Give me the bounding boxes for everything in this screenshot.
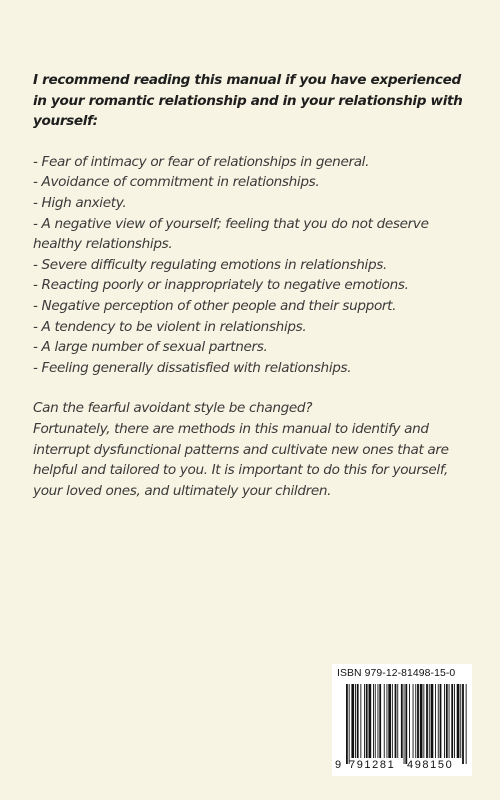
barcode-bar xyxy=(388,684,391,758)
barcode-bar xyxy=(395,684,397,758)
list-item: - Feeling generally dissatisfied with relationships. xyxy=(33,359,352,376)
barcode-digit-first: 9 xyxy=(335,759,342,771)
barcode-bar xyxy=(423,684,424,758)
intro-paragraph: I recommend reading this manual if you have experienced in your romantic relationship and in your relationship with yourself: xyxy=(33,72,463,130)
barcode-bar xyxy=(346,684,348,764)
barcode-bar xyxy=(375,684,376,758)
barcode-bar xyxy=(397,684,398,758)
barcode-bar xyxy=(426,684,428,758)
barcode-bar xyxy=(429,684,430,758)
symptom-list xyxy=(33,152,478,379)
barcode-bar xyxy=(366,684,368,758)
list-item: - A tendency to be violent in relationships. xyxy=(33,318,307,335)
list-item: - A negative view of yourself; feeling that you do not deserve healthy relationships. xyxy=(33,215,429,253)
barcode-bar xyxy=(440,684,442,758)
barcode-bar xyxy=(364,684,365,758)
list-item: - Fear of intimacy or fear of relationships in general. xyxy=(33,153,370,170)
barcode-bar xyxy=(360,684,361,758)
barcode-bar xyxy=(373,684,374,758)
barcode-bar xyxy=(401,684,403,758)
isbn-label: ISBN 979-12-81498-15-0 xyxy=(337,668,456,679)
barcode-bar xyxy=(460,684,461,758)
cover-text xyxy=(33,70,478,501)
barcode-bar xyxy=(392,684,393,758)
barcode-bar xyxy=(351,684,354,758)
barcode-bar xyxy=(404,684,405,764)
barcode-bar xyxy=(449,684,450,758)
barcode-bar xyxy=(446,684,448,758)
barcode-bar xyxy=(466,684,467,764)
list-item: - Avoidance of commitment in relationships. xyxy=(33,174,320,191)
barcode-bar xyxy=(387,684,388,758)
barcode-digits-left: 791281 xyxy=(349,759,396,771)
barcode-bar xyxy=(454,684,455,758)
list-item: - Severe difficulty regulating emotions in relationships. xyxy=(33,256,387,273)
list-item: - Negative perception of other people and their support. xyxy=(33,297,397,314)
list-item: - High anxiety. xyxy=(33,194,127,211)
barcode-digits-right: 498150 xyxy=(407,759,454,771)
barcode-bar xyxy=(378,684,379,758)
isbn-barcode xyxy=(332,664,472,776)
barcode-bar xyxy=(349,684,350,764)
barcode-bar xyxy=(355,684,356,758)
barcode-bar xyxy=(369,684,372,758)
barcode-bar xyxy=(384,684,385,758)
question-line: Can the fearful avoidant style be changed? xyxy=(33,400,313,417)
barcode-bar xyxy=(379,684,381,758)
barcode-bar xyxy=(417,684,419,758)
barcode-bar xyxy=(438,684,439,758)
barcode-bar xyxy=(451,684,453,758)
barcode-bar xyxy=(415,684,416,758)
barcode-bar xyxy=(431,684,434,758)
closing-paragraph: Fortunately, there are methods in this manual to identify and interrupt dysfunctional patterns and cultivate new ones that are helpful and tailored to you. It is important to do this for yourself, your loved ones, and ultimately your children. xyxy=(33,420,449,499)
barcode-bar xyxy=(420,684,423,758)
barcode-bar xyxy=(413,684,414,758)
list-item: - A large number of sexual partners. xyxy=(33,339,268,356)
barcode-bar xyxy=(357,684,359,758)
barcode-bar xyxy=(435,684,436,758)
barcode-bar xyxy=(409,684,410,758)
barcode-bar xyxy=(444,684,445,758)
barcode-bar xyxy=(462,684,464,764)
list-item: - Reacting poorly or inappropriately to negative emotions. xyxy=(33,277,409,294)
barcode-bar xyxy=(405,684,407,764)
barcode-bar xyxy=(457,684,460,758)
